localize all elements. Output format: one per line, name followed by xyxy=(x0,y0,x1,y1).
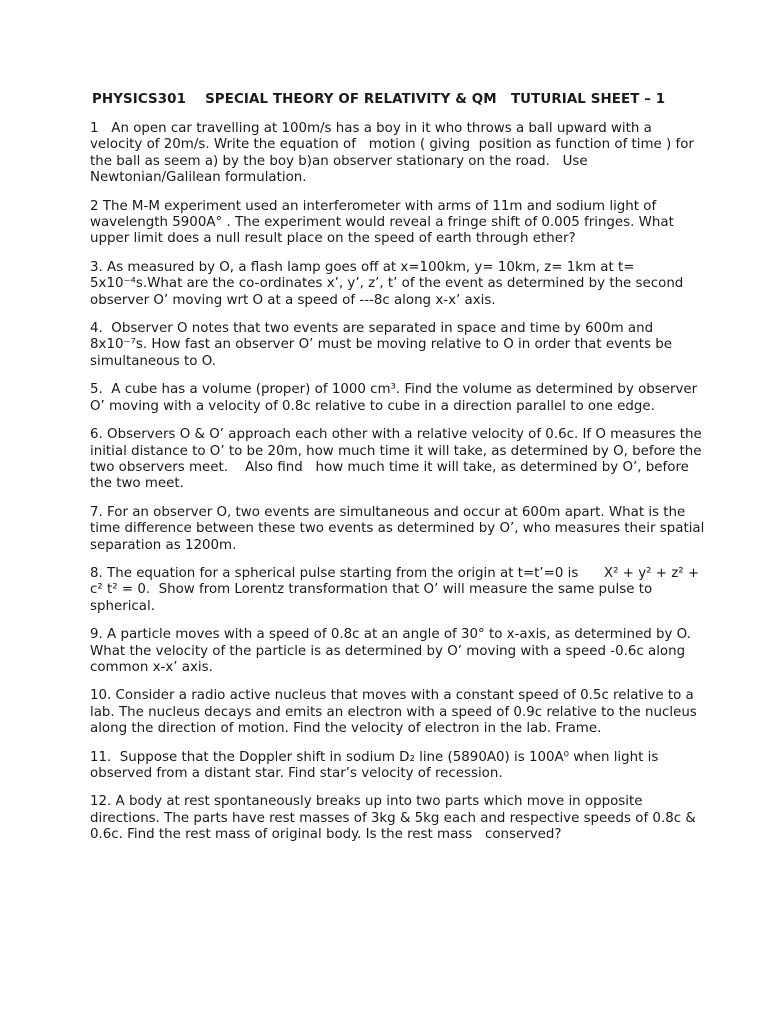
question-4: 4. Observer O notes that two events are separated in space and time by 600m and 8x10⁻⁷s. How fast an observer O’ must be moving relative to O in order that events be simultaneous to O. xyxy=(90,321,677,369)
question-10: 10. Consider a radio active nucleus that moves with a constant speed of 0.5c relative to a lab. The nucleus decays and emits an electron with a speed of 0.9c relative to the nucleus along the direction of motion. Find the velocity of electron in the lab. Frame. xyxy=(90,688,702,737)
question-11: 11. Suppose that the Doppler shift in sodium D₂ line (5890A0) is 100A⁰ when light is observed from a distant star. Find star’s velocity of recession. xyxy=(90,749,663,781)
question-1: 1 An open car travelling at 100m/s has a boy in it who throws a ball upward with a velocity of 20m/s. Write the equation of motion ( giving position as function of time ) for the ball as seem a) by the boy b)an observer stationary on the road. Use Newtonian/Galilean formulation. xyxy=(90,121,699,186)
question-8: 8. The equation for a spherical pulse starting from the origin at t=t’=0 is X² + y² + z² + c² t² = 0. Show from Lorentz transformation that O’ will measure the same pulse to spherical. xyxy=(90,565,704,614)
sheet-title: PHYSICS301 SPECIAL THEORY OF RELATIVITY & QM TUTURIAL SHEET – 1 xyxy=(92,92,666,107)
question-5: 5. A cube has a volume (proper) of 1000 cm³. Find the volume as determined by observer O’ moving with a velocity of 0.8c relative to cube in a direction parallel to one edge. xyxy=(90,382,702,414)
question-9: 9. A particle moves with a speed of 0.8c at an angle of 30° to x-axis, as determined by O. What the velocity of the particle is as determined by O’ moving with a speed -0.6c along common x-x’ axis. xyxy=(90,627,696,675)
question-7: 7. For an observer O, two events are simultaneous and occur at 600m apart. What is the time difference between these two events as determined by O’, who measures their spatial separation as 1200m. xyxy=(90,504,709,553)
question-3: 3. As measured by O, a flash lamp goes off at x=100km, y= 10km, z= 1km at t= 5x10⁻⁴s.What are the co-ordinates x’, y’, z’, t’ of the event as determined by the second observer O’ moving wrt O at a speed of ---8c along x-x’ axis. xyxy=(90,259,688,308)
question-12: 12. A body at rest spontaneously breaks up into two parts which move in opposite directions. The parts have rest masses of 3kg & 5kg each and respective speeds of 0.8c & 0.6c. Find the rest mass of original body. Is the rest mass conserved? xyxy=(90,794,701,843)
question-6: 6. Observers O & O’ approach each other with a relative velocity of 0.6c. If O measures the initial distance to O’ to be 20m, how much time it will take, as determined by O, before the two observers meet. Also find how much time it will take, as determined by O’, before the two meet. xyxy=(90,427,707,492)
question-2: 2 The M-M experiment used an interferometer with arms of 11m and sodium light of wavelength 5900A° . The experiment would reveal a fringe shift of 0.005 fringes. What upper limit does a null result place on the speed of earth through ether? xyxy=(90,198,679,247)
